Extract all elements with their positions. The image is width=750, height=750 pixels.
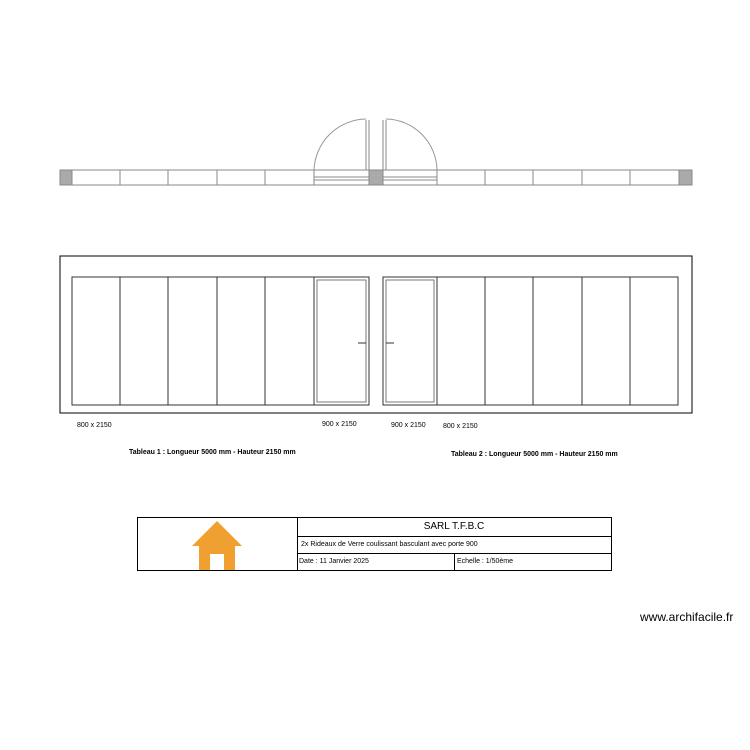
door-swing-arc-right [386,119,437,170]
logo-cell [138,518,298,570]
plan-pillar-right [679,170,692,185]
panel-size-label: 800 x 2150 [77,422,112,429]
plan-top-view [60,119,692,185]
glass-panel [630,277,678,405]
panel-size-label: 800 x 2150 [443,423,478,430]
glass-panel [582,277,630,405]
glass-panel [485,277,533,405]
panel-size-label: 900 x 2150 [322,421,357,428]
project-description [297,537,611,554]
project-description-text: 2x Rideaux de Verre coulissant basculant avec porte 900 [301,541,478,548]
glass-panel [168,277,217,405]
scale-cell [455,554,611,570]
table-caption-1: Tableau 1 : Longueur 5000 mm - Hauteur 2150 mm [129,449,296,456]
elevation-view [60,256,692,413]
glass-panels-left [72,277,314,405]
glass-panel [437,277,485,405]
title-block [137,517,612,571]
glass-panel [72,277,120,405]
plan-pillar-center [369,170,383,185]
date-text: Date : 11 Janvier 2025 [299,558,369,565]
elevation-outer-frame [60,256,692,413]
scale-text: Echelle : 1/50ème [457,558,514,565]
panel-size-label: 900 x 2150 [391,422,426,429]
company-name: SARL T.F.B.C [297,518,611,537]
door-leaf-right-plan [383,120,437,180]
glass-panels-right [437,277,678,405]
glass-panel [533,277,582,405]
door-swing-arc-left [314,119,366,170]
glass-panel [265,277,314,405]
door-leaf-left-plan [314,120,369,180]
house-icon [138,518,297,570]
door-panel-left [314,277,369,405]
door-panel-right [383,277,437,405]
plan-pillar-left [60,170,72,185]
glass-panel [120,277,168,405]
watermark: www.archifacile.fr [640,610,734,624]
date-cell [297,554,455,570]
table-caption-2: Tableau 2 : Longueur 5000 mm - Hauteur 2150 mm [451,451,618,458]
glass-panel [217,277,265,405]
